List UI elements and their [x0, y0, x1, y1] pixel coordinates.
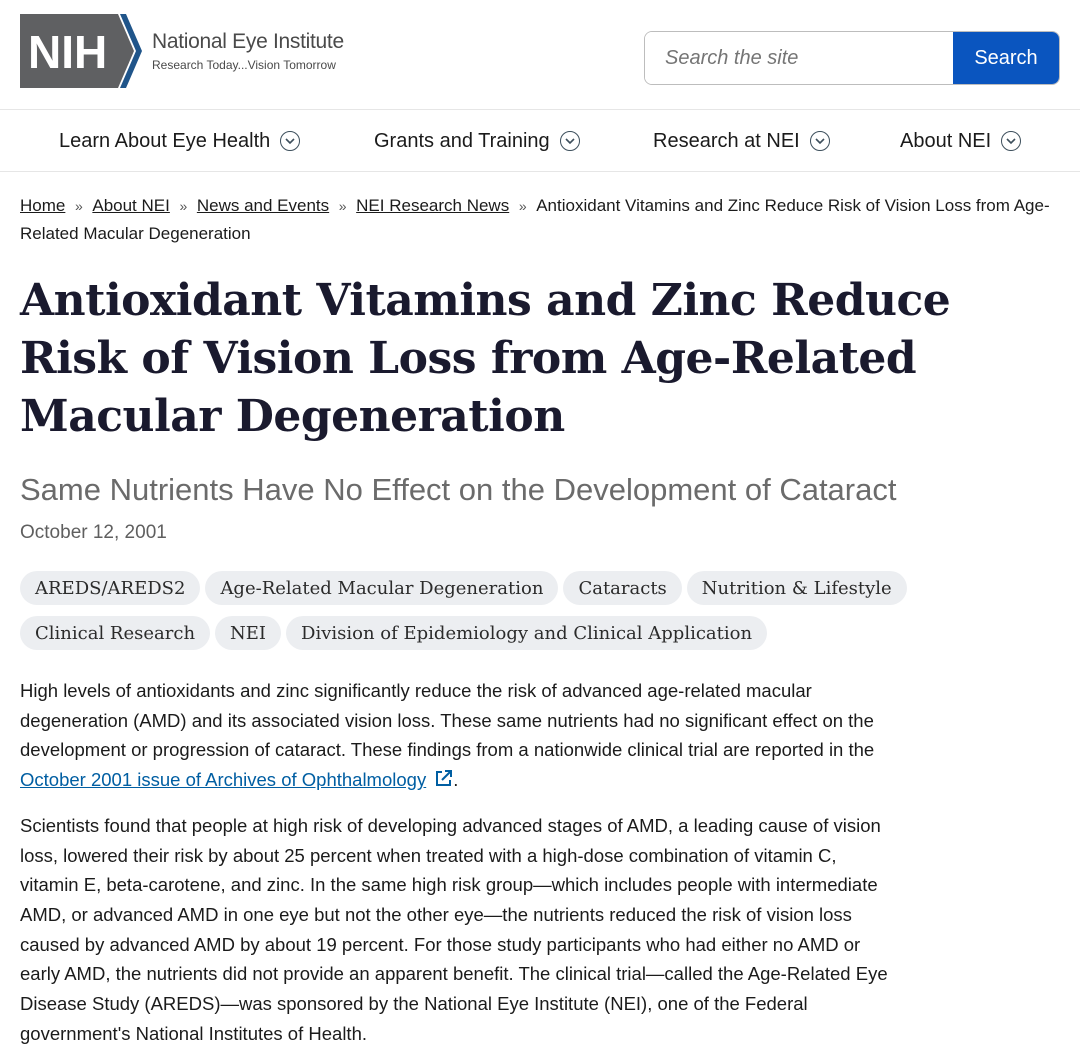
- chevron-down-icon: [810, 131, 830, 151]
- chevron-right-icon: »: [338, 198, 347, 214]
- breadcrumb: [20, 192, 1065, 247]
- nei-logo[interactable]: [20, 12, 344, 90]
- tag-row: [20, 616, 920, 650]
- tag-clinical-research[interactable]: Clinical Research: [20, 616, 210, 650]
- chevron-down-icon: [560, 131, 580, 151]
- search-input[interactable]: [645, 32, 953, 84]
- nav-item-label: Learn About Eye Health: [59, 129, 271, 152]
- nav-item-label: Grants and Training: [374, 129, 550, 152]
- breadcrumb-home[interactable]: Home: [20, 196, 66, 215]
- tag-list: [20, 571, 920, 661]
- search-button[interactable]: Search: [953, 32, 1059, 84]
- tag-amd[interactable]: Age-Related Macular Degeneration: [205, 571, 558, 605]
- site-header: [0, 0, 1080, 110]
- chevron-right-icon: »: [179, 198, 188, 214]
- nav-item-grants-and-training[interactable]: [374, 111, 580, 171]
- logo-text: [152, 29, 344, 73]
- paragraph-text: High levels of antioxidants and zinc significantly reduce the risk of advanced age-related macular degeneration (AMD) and its associated vision loss. These same nutrients had no significant effect on the development or progression of cataract. These findings from a nationwide clinical trial are reported in the: [20, 680, 875, 761]
- nav-item-research-at-nei[interactable]: [653, 111, 830, 171]
- breadcrumb-about-nei[interactable]: About NEI: [92, 196, 170, 215]
- logo-tagline: Research Today...Vision Tomorrow: [152, 58, 336, 72]
- tag-division-epidemiology[interactable]: Division of Epidemiology and Clinical Application: [286, 616, 767, 650]
- tag-nutrition-lifestyle[interactable]: Nutrition & Lifestyle: [687, 571, 907, 605]
- tag-row: [20, 571, 920, 605]
- nav-item-learn-about-eye-health[interactable]: [59, 111, 300, 171]
- external-link-icon: [434, 767, 453, 797]
- nav-item-label: About NEI: [900, 129, 992, 152]
- article-body: [20, 676, 890, 1061]
- breadcrumb-news-and-events[interactable]: News and Events: [196, 196, 330, 215]
- nih-logo-text: NIH: [28, 26, 108, 78]
- chevron-right-icon: »: [518, 198, 527, 214]
- tag-cataracts[interactable]: Cataracts: [563, 571, 681, 605]
- paragraph: [20, 676, 890, 797]
- paragraph: Scientists found that people at high risk of developing advanced stages of AMD, a leading cause of vision loss, lowered their risk by about 25 percent when treated with a high-dose combination of vitamin C, vitamin E, beta-carotene, and zinc. In the same high risk group—which includes people with intermediate AMD, or advanced AMD in one eye but not the other eye—the nutrients reduced the risk of vision loss caused by advanced AMD by about 19 percent. For those study participants who had either no AMD or early AMD, the nutrients did not provide an apparent benefit. The clinical trial—called the Age-Related Eye Disease Study (AREDS)—was sponsored by the National Eye Institute (NEI), one of the Federal government's National Institutes of Health.: [20, 814, 888, 1044]
- nav-item-label: Research at NEI: [653, 129, 800, 152]
- chevron-down-icon: [1001, 131, 1021, 151]
- chevron-down-icon: [280, 131, 300, 151]
- tag-nei[interactable]: NEI: [215, 616, 281, 650]
- main-nav: [0, 111, 1080, 172]
- search-form: [644, 31, 1060, 85]
- page-subtitle: Same Nutrients Have No Effect on the Development of Cataract: [20, 472, 897, 507]
- breadcrumb-current: Antioxidant Vitamins and Zinc Reduce Risk of Vision Loss from Age-Related Macular Degeneration: [20, 196, 1050, 243]
- breadcrumb-nei-research-news[interactable]: NEI Research News: [356, 196, 510, 215]
- tag-areds[interactable]: AREDS/AREDS2: [20, 571, 200, 605]
- paragraph-text: .: [453, 769, 459, 791]
- nav-item-about-nei[interactable]: [900, 111, 1021, 171]
- page-title: Antioxidant Vitamins and Zinc Reduce Risk of Vision Loss from Age-Related Macular Degeneration: [20, 275, 951, 442]
- logo-title: National Eye Institute: [152, 30, 344, 53]
- publish-date: October 12, 2001: [20, 522, 167, 543]
- nih-logo-mark: [20, 12, 144, 90]
- archives-ophthalmology-link[interactable]: October 2001 issue of Archives of Ophthalmology: [20, 769, 427, 791]
- chevron-right-icon: »: [74, 198, 83, 214]
